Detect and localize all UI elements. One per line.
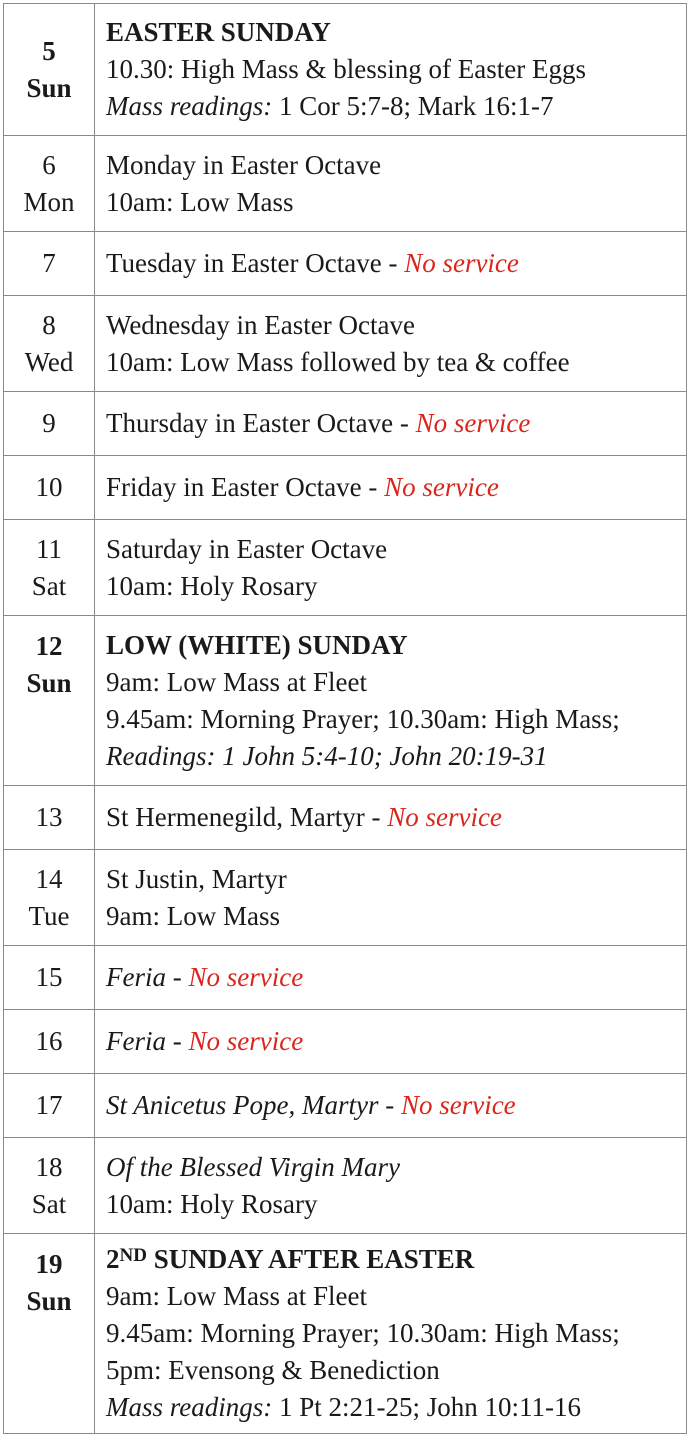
- description-cell: [95, 946, 687, 1010]
- date-cell: [4, 850, 95, 946]
- readings-text: 1 Pt 2:21-25; John 10:11-16: [279, 1392, 582, 1422]
- day-number: 8: [42, 309, 56, 340]
- day-of-week: Sat: [31, 1188, 67, 1219]
- no-service-note: No service: [415, 408, 531, 438]
- no-service-note: No service: [387, 802, 502, 832]
- readings-text: 1 Cor 5:7-8; Mark 16:1-7: [279, 91, 554, 121]
- day-of-week: Sun: [26, 668, 72, 698]
- date-cell: [4, 4, 95, 136]
- no-service-note: No service: [404, 248, 519, 278]
- date-cell: [4, 520, 95, 616]
- day-title: Saturday in Easter Octave: [106, 533, 388, 564]
- description-cell: [95, 456, 687, 520]
- day-number: 10: [35, 472, 63, 502]
- day-number: 6: [42, 149, 56, 180]
- date-cell: [4, 616, 95, 786]
- description-cell: [95, 296, 687, 392]
- calendar-row: [4, 1234, 687, 1434]
- calendar-row: [4, 136, 687, 232]
- separator: -: [381, 248, 405, 278]
- calendar-row: [4, 4, 687, 136]
- calendar-row: [4, 1138, 687, 1234]
- calendar-row: [4, 946, 687, 1010]
- date-cell: [4, 1138, 95, 1234]
- date-cell: [4, 392, 95, 456]
- day-of-week: Wed: [24, 346, 74, 377]
- separator: -: [166, 1026, 189, 1056]
- separator: -: [393, 408, 416, 438]
- service-line: 9am: Low Mass at Fleet: [106, 666, 367, 697]
- calendar-row: [4, 456, 687, 520]
- service-line: 10.30: High Mass & blessing of Easter Eggs: [106, 54, 586, 84]
- service-line: 9am: Low Mass: [106, 900, 280, 931]
- day-number: 5: [42, 35, 56, 66]
- day-of-week: Sun: [26, 1286, 72, 1316]
- description-cell: [95, 1234, 687, 1434]
- service-line: 10am: Low Mass: [106, 186, 294, 217]
- separator: -: [378, 1090, 401, 1120]
- description-cell: [95, 616, 687, 786]
- day-title: Tuesday in Easter Octave: [106, 248, 382, 278]
- date-cell: [4, 296, 95, 392]
- day-title: 2ND SUNDAY AFTER EASTER: [106, 1244, 475, 1274]
- day-title: St Hermenegild, Martyr: [106, 802, 365, 832]
- calendar-row: [4, 296, 687, 392]
- day-number: 7: [42, 248, 56, 278]
- calendar-row: [4, 392, 687, 456]
- date-cell: [4, 456, 95, 520]
- day-number: 11: [36, 533, 62, 564]
- calendar-row: [4, 786, 687, 850]
- day-number: 12: [35, 631, 63, 661]
- calendar-row: [4, 1010, 687, 1074]
- date-cell: [4, 232, 95, 296]
- day-of-week: Sat: [31, 570, 67, 601]
- calendar-row: [4, 616, 687, 786]
- description-cell: [95, 520, 687, 616]
- readings-label: Mass readings:: [106, 91, 273, 121]
- day-title: St Justin, Martyr: [106, 863, 287, 894]
- day-title: Monday in Easter Octave: [106, 149, 382, 180]
- day-title: Wednesday in Easter Octave: [106, 309, 415, 340]
- readings-label: Mass readings:: [106, 1392, 273, 1422]
- day-title: Feria: [106, 962, 166, 992]
- description-cell: [95, 136, 687, 232]
- day-title: Of the Blessed Virgin Mary: [106, 1151, 400, 1182]
- date-cell: [4, 946, 95, 1010]
- readings-text: Readings: 1 John 5:4-10; John 20:19-31: [106, 740, 548, 771]
- service-line: 10am: Holy Rosary: [106, 570, 318, 601]
- description-cell: [95, 1074, 687, 1138]
- service-line: 10am: Low Mass followed by tea & coffee: [106, 346, 570, 377]
- day-number: 18: [35, 1151, 63, 1182]
- description-cell: [95, 232, 687, 296]
- day-title: Thursday in Easter Octave: [106, 408, 394, 438]
- calendar-row: [4, 232, 687, 296]
- day-number: 14: [35, 863, 63, 894]
- day-title: EASTER SUNDAY: [106, 17, 331, 47]
- day-number: 16: [35, 1026, 63, 1056]
- day-number: 15: [35, 962, 63, 992]
- service-line: 10am: Holy Rosary: [106, 1188, 318, 1219]
- separator: -: [364, 802, 388, 832]
- no-service-note: No service: [188, 1026, 304, 1056]
- day-of-week: Tue: [28, 900, 70, 931]
- description-cell: [95, 786, 687, 850]
- service-line-2: 9.45am: Morning Prayer; 10.30am: High Mass;: [106, 703, 620, 734]
- day-number: 19: [35, 1249, 63, 1279]
- no-service-note: No service: [384, 472, 499, 502]
- date-cell: [4, 1074, 95, 1138]
- calendar-table: [3, 3, 687, 1434]
- day-number: 9: [42, 408, 56, 438]
- description-cell: [95, 4, 687, 136]
- description-cell: [95, 1138, 687, 1234]
- date-cell: [4, 1010, 95, 1074]
- date-cell: [4, 1234, 95, 1434]
- service-line: 9am: Low Mass at Fleet: [106, 1281, 367, 1311]
- day-title: LOW (WHITE) SUNDAY: [106, 629, 408, 660]
- day-title: Feria: [106, 1026, 166, 1056]
- description-cell: [95, 1010, 687, 1074]
- date-cell: [4, 136, 95, 232]
- service-line-2: 9.45am: Morning Prayer; 10.30am: High Mass; 5pm: Evensong & Benediction: [106, 1318, 620, 1385]
- no-service-note: No service: [400, 1090, 516, 1120]
- description-cell: [95, 850, 687, 946]
- day-of-week: Sun: [26, 72, 72, 103]
- description-cell: [95, 392, 687, 456]
- no-service-note: No service: [188, 962, 304, 992]
- day-of-week: Mon: [23, 186, 75, 217]
- separator: -: [361, 472, 385, 502]
- date-cell: [4, 786, 95, 850]
- separator: -: [166, 962, 189, 992]
- day-title: St Anicetus Pope, Martyr: [106, 1090, 379, 1120]
- day-number: 17: [35, 1090, 63, 1120]
- calendar-row: [4, 850, 687, 946]
- calendar-row: [4, 1074, 687, 1138]
- day-title: Friday in Easter Octave: [106, 472, 362, 502]
- day-number: 13: [35, 802, 63, 832]
- calendar-row: [4, 520, 687, 616]
